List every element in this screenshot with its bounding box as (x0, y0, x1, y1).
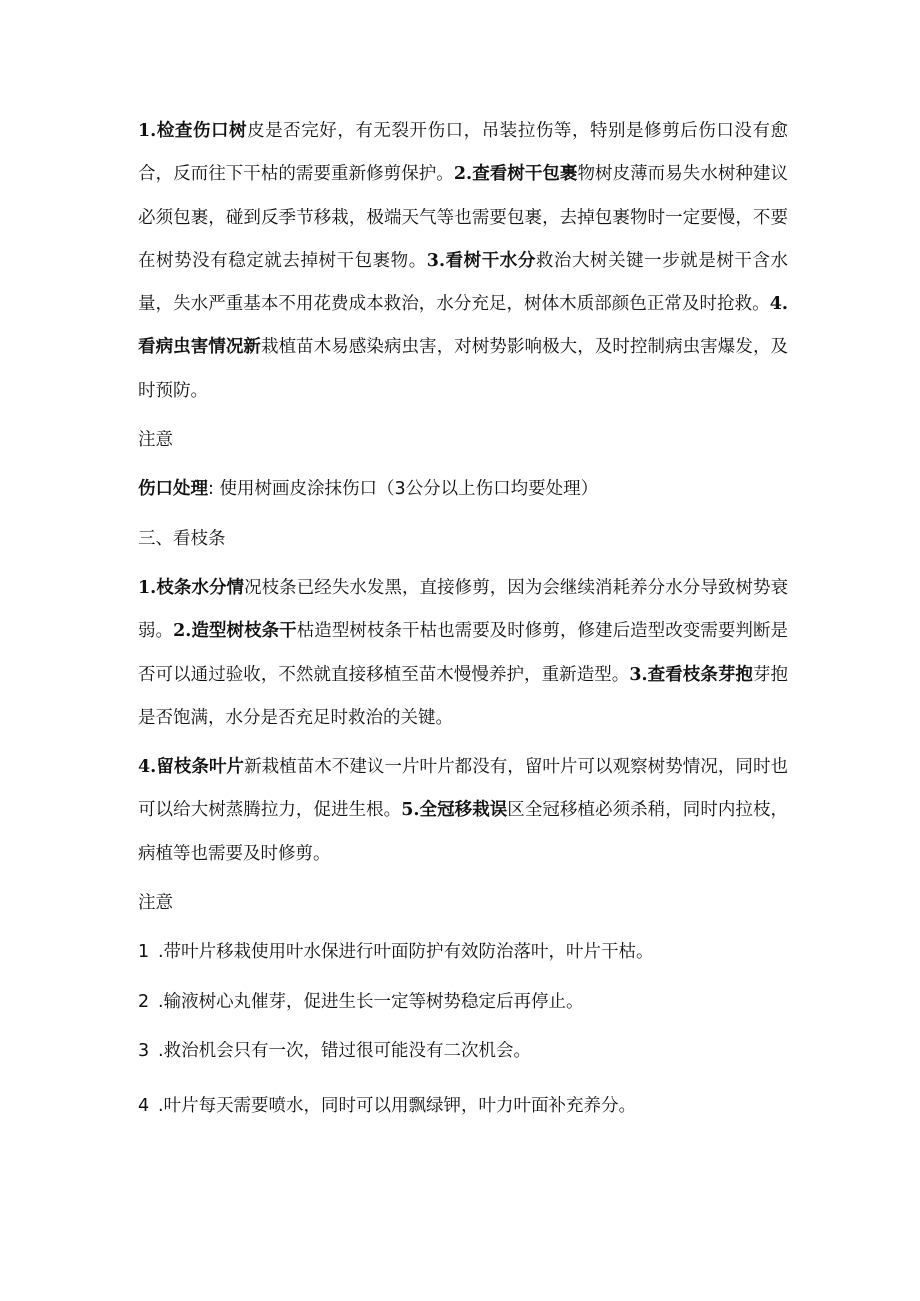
item-text: 皮是否完好，有无裂开伤口，吊装拉伤等，特别是修剪后伤口没有愈合，反而往下干枯的需要重新修剪保护。 (138, 121, 788, 185)
item-number: 4. (769, 294, 788, 315)
item-number: 2. (173, 621, 192, 642)
item-number: 3. (629, 664, 648, 685)
item-keyword: 全冠移栽误 (419, 800, 508, 821)
item-text: 栽植苗木易感染病虫害，对树势影响极大，及时控制病虫害爆发，及时预防。 (138, 337, 789, 401)
list-item-text: .叶片每天需要喷水，同时可以用飘绿钾，叶力叶面补充养分。 (158, 1096, 637, 1117)
item-number: 5. (401, 800, 420, 821)
item-text: 芽抱是否饱满，水分是否充足时救治的关键。 (138, 664, 789, 728)
item-text: 区全冠移植必须杀稍，同时内拉枝，病植等也需要及时修剪。 (138, 800, 789, 864)
item-keyword: 查看树干包裹 (472, 164, 578, 185)
list-item-number: 4 (138, 1096, 150, 1117)
leaf-paragraph (138, 746, 788, 876)
item-keyword: 检查伤口树 (156, 121, 248, 141)
tree-trunk-paragraph (138, 110, 788, 413)
item-text: 枯造型树枝条干枯也需要及时修剪，修建后造型改变需要判断是否可以通过验收，不然就直接移植至苗木慢慢养护，重新造型。 (138, 621, 789, 685)
list-item-text: .救治机会只有一次，错过很可能没有二次机会。 (158, 1040, 532, 1061)
item-text: 救治大树关键一步就是树干含水量，失水严重基本不用花费成本救治，水分充足，树体木质部颜色正常及时抢救。 (138, 250, 789, 315)
list-item-text: .带叶片移栽使用叶水保进行叶面防护有效防治落叶，叶片干枯。 (158, 942, 654, 963)
section-title: 三、看枝条 (138, 528, 226, 549)
list-item (138, 931, 788, 974)
list-item-number: 1 (138, 942, 150, 963)
list-item (138, 1085, 788, 1128)
item-keyword: 查看枝条芽抱 (647, 664, 753, 685)
item-text: 况枝条已经失水发黑，直接修剪，因为会继续消耗养分水分导致树势衰弱。 (138, 577, 789, 642)
item-number: 3. (426, 250, 446, 271)
item-keyword: 造型树枝条干 (191, 621, 297, 642)
item-number: 1. (138, 121, 157, 141)
item-text: 物树皮薄而易失水树种建议必须包裹，碰到反季节移栽，极端天气等也需要包裹，去掉包裹物时一定要慢，不要在树势没有稳定就去掉树干包裹物。 (138, 164, 789, 271)
item-keyword: 留枝条叶片 (156, 757, 245, 778)
note-heading: 注意 (138, 430, 173, 451)
item-number: 1. (138, 577, 157, 598)
list-item-number: 2 (138, 991, 150, 1012)
item-keyword: 看树干水分 (445, 250, 536, 271)
branch-paragraph (138, 567, 788, 740)
item-text: 新栽植苗木不建议一片叶片都没有，留叶片可以观察树势情况，同时也可以给大树蒸腾拉力，促进生根。 (138, 757, 789, 821)
item-keyword: 枝条水分情 (156, 577, 245, 598)
wound-text: : 使用树画皮涂抹伤口（3公分以上伤口均要处理） (208, 479, 599, 500)
wound-treatment-line (138, 468, 788, 511)
item-number: 4. (138, 757, 157, 778)
item-keyword: 看病虫害情况新 (138, 337, 261, 358)
document-body (138, 110, 788, 1135)
note-heading: 注意 (138, 893, 173, 914)
list-item (138, 1030, 788, 1073)
list-item (138, 981, 788, 1024)
item-number: 2. (453, 164, 473, 185)
wound-label: 伤口处理 (138, 479, 208, 500)
list-item-text: .输液树心丸催芽，促进生长一定等树势稳定后再停止。 (158, 991, 584, 1012)
notes-list (138, 931, 788, 1128)
list-item-number: 3 (138, 1040, 150, 1061)
